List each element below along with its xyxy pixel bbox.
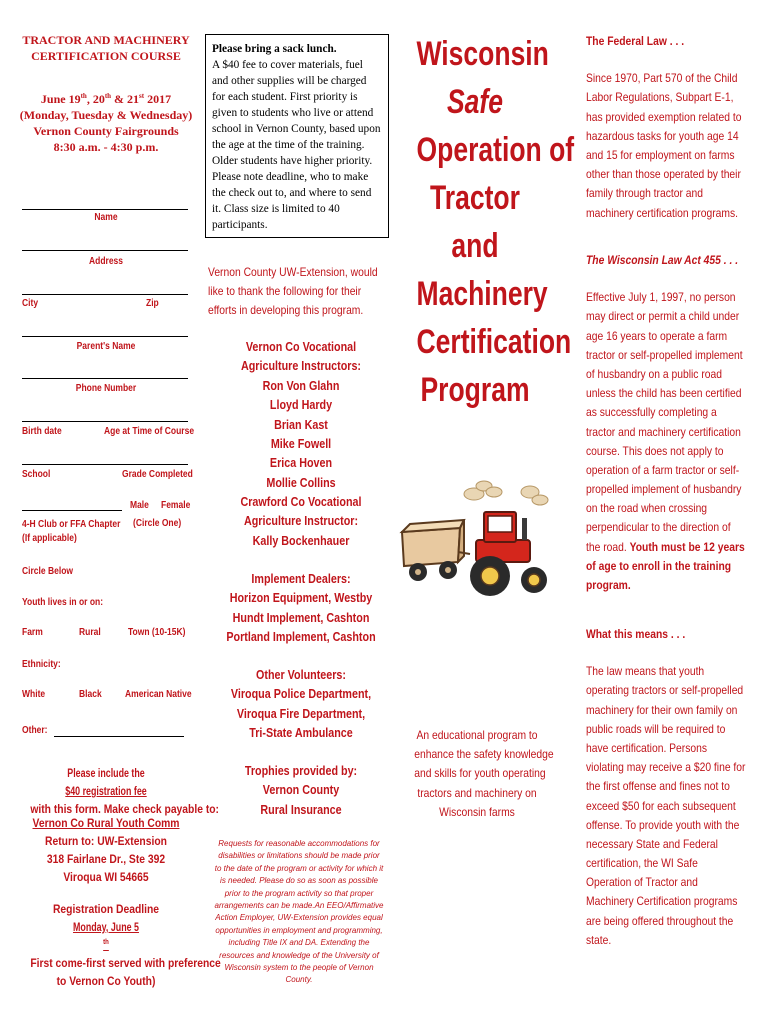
dealers-line: Hundt Implement, Cashton bbox=[232, 610, 370, 625]
voc-line: Mike Fowell bbox=[270, 436, 332, 451]
voc-line: Agriculture Instructors: bbox=[240, 359, 362, 374]
course-date-line: June 19th, 20th & 21st 2017 bbox=[40, 92, 172, 106]
phone-label: Phone Number bbox=[75, 383, 137, 394]
implement-dealers bbox=[196, 570, 406, 648]
voc-line: Ron Von Glahn bbox=[262, 378, 340, 393]
fee-instructions: Please include the $40 registration fee with this form. Make check payable to: bbox=[30, 766, 219, 816]
title-line: and bbox=[451, 227, 499, 265]
trophies-line: Trophies provided by: bbox=[244, 764, 358, 778]
what-this-means-section bbox=[586, 625, 746, 950]
notice-body: A $40 fee to cover materials, fuel and other supplies will be charged for each student. First priority is given to students who live or attend school in Vernon County, based upon the age at the time of the training. Older students have higher priority. Please note deadline, who to make the check out to, and where to send it. Class size is limited to 40 participants. bbox=[212, 59, 381, 232]
voc-line: Brian Kast bbox=[274, 417, 328, 432]
vols-line: Viroqua Fire Department, bbox=[236, 706, 366, 721]
dealers-line: Portland Implement, Cashton bbox=[226, 630, 376, 645]
city-label: City bbox=[22, 298, 39, 309]
female-label: Female bbox=[161, 500, 191, 511]
voc-line: Erica Hoven bbox=[269, 456, 333, 471]
trophies bbox=[196, 762, 406, 820]
title-line: Safe bbox=[446, 83, 504, 121]
title-line: Certification bbox=[416, 323, 572, 361]
wisconsin-law-heading: The Wisconsin Law Act 455 . . . bbox=[586, 253, 739, 267]
title-line: Machinery bbox=[416, 275, 548, 313]
title-line: Wisconsin bbox=[416, 35, 549, 73]
farm-option: Farm bbox=[22, 627, 43, 638]
what-this-means-body: The law means that youth operating tractors or self-propelled machinery for their own family on public roads will be required to have certification. Persons violating may receive a $20 fine for the first offense and fines not to exceed $50 for each subsequent offense. To provide youth with the necessary State and Federal certification, the WI Safe Operation of Tractor and Machinery Certification programs are being offered throughout the state. bbox=[586, 664, 746, 947]
other-label: Other: bbox=[22, 725, 48, 736]
trophies-line: Vernon County bbox=[262, 783, 340, 798]
federal-law-body: Since 1970, Part 570 of the Child Labor Regulations, Subpart E-1, has provided exemption related to hazardous tasks for youth age 14 and 15 for employment on farms other than those operated by their family through tractor and machinery certification programs. bbox=[586, 71, 742, 220]
birth-date-label: Birth date bbox=[22, 426, 62, 437]
title-line: Operation of bbox=[416, 131, 575, 169]
age-label: Age at Time of Course bbox=[104, 426, 195, 437]
town-option: Town (10-15K) bbox=[128, 627, 186, 638]
notice-heading: Please bring a sack lunch. bbox=[212, 43, 337, 55]
title-line: Tractor bbox=[430, 179, 520, 217]
vocational-instructors bbox=[196, 338, 406, 551]
ethnicity-label: Ethnicity: bbox=[22, 659, 61, 670]
course-title: TRACTOR AND MACHINERY CERTIFICATION COURSE bbox=[22, 33, 190, 63]
vols-line: Other Volunteers: bbox=[255, 668, 347, 682]
wisconsin-law-section bbox=[586, 251, 746, 595]
address-label: Address bbox=[88, 256, 123, 267]
what-this-means-heading: What this means . . . bbox=[586, 627, 686, 641]
voc-line: Lloyd Hardy bbox=[269, 398, 333, 413]
school-label: School bbox=[22, 469, 51, 480]
registration-deadline: Registration Deadline Monday, June 5 $^{th}$ First come-first served with preference to Vernon Co Youth) bbox=[30, 902, 221, 988]
circle-below-label: Circle Below bbox=[22, 566, 74, 577]
cover-tagline: An educational program to enhance the safety knowledge and skills for youth operating tractors and machinery on Wisconsin farms bbox=[414, 728, 554, 819]
mailing-address: Vernon Co Rural Youth Comm Return to: UW-Extension 318 Fairlane Dr., Ste 392 Viroqua WI 54665 bbox=[32, 816, 180, 884]
trophies-line: Rural Insurance bbox=[260, 802, 342, 817]
notice-box bbox=[205, 34, 389, 238]
black-option: Black bbox=[79, 689, 102, 700]
federal-law-section bbox=[586, 32, 746, 223]
american-native-option: American Native bbox=[125, 689, 192, 700]
voc-line: Crawford Co Vocational bbox=[240, 495, 362, 509]
vols-line: Tri-State Ambulance bbox=[249, 726, 353, 741]
tractor-illustration bbox=[398, 478, 554, 602]
vols-line: Viroqua Police Department, bbox=[230, 687, 372, 702]
accommodations-disclaimer: Requests for reasonable accommodations for disabilities or limitations should be made prior to the date of the program or activity for which it is needed. Please do so as soon as possible prior to the program activity so that proper arrangements can be made.An EEO/Affirmative Action Employer, UW-Extension provides equal opportunities in employment and programming, including Title IX and DA. Extending the resources and knowledge of the University of Wisconsin system to the people of Vernon County. bbox=[214, 839, 384, 985]
voc-line: Kally Bockenhauer bbox=[252, 533, 350, 548]
white-option: White bbox=[22, 689, 46, 700]
voc-line: Agriculture Instructor: bbox=[243, 514, 359, 529]
zip-label: Zip bbox=[146, 298, 159, 309]
cover-title bbox=[400, 30, 575, 414]
rural-option: Rural bbox=[79, 627, 101, 638]
wisconsin-law-body: Effective July 1, 1997, no person may direct or permit a child under age 16 years to operate a farm tractor or self-propelled implement of husbandry on a public road unless the child has been certified as successfully completing a tractor and machinery certification course. This does not apply to operation of a farm tractor or self-propelled implement of husbandry on the road when crossing perpendicular to the direction of the road. Youth must be 12 years of age to enroll in the training program. bbox=[586, 290, 745, 592]
parents-name-label: Parent's Name bbox=[76, 341, 136, 352]
other-volunteers bbox=[196, 666, 406, 744]
voc-line: Mollie Collins bbox=[266, 475, 336, 490]
name-label: Name bbox=[94, 212, 118, 223]
circle-one-label: (Circle One) bbox=[133, 518, 182, 529]
club-label: 4-H Club or FFA Chapter (If applicable) bbox=[22, 519, 121, 544]
dealers-line: Implement Dealers: bbox=[251, 572, 351, 586]
course-dates: June 19th, 20th & 21st 2017 (Monday, Tuesday & Wednesday) Vernon County Fairgrounds 8:30 a.m. - 4:30 p.m. bbox=[18, 88, 194, 155]
grade-label: Grade Completed bbox=[122, 469, 193, 480]
federal-law-heading: The Federal Law . . . bbox=[586, 34, 685, 48]
voc-line: Vernon Co Vocational bbox=[245, 340, 357, 354]
title-line: Program bbox=[420, 371, 530, 409]
youth-lives-label: Youth lives in or on: bbox=[22, 597, 104, 608]
male-label: Male bbox=[130, 500, 149, 511]
dealers-line: Horizon Equipment, Westby bbox=[229, 591, 373, 606]
thanks-intro: Vernon County UW-Extension, would like to thank the following for their efforts in developing this program. bbox=[208, 265, 378, 318]
